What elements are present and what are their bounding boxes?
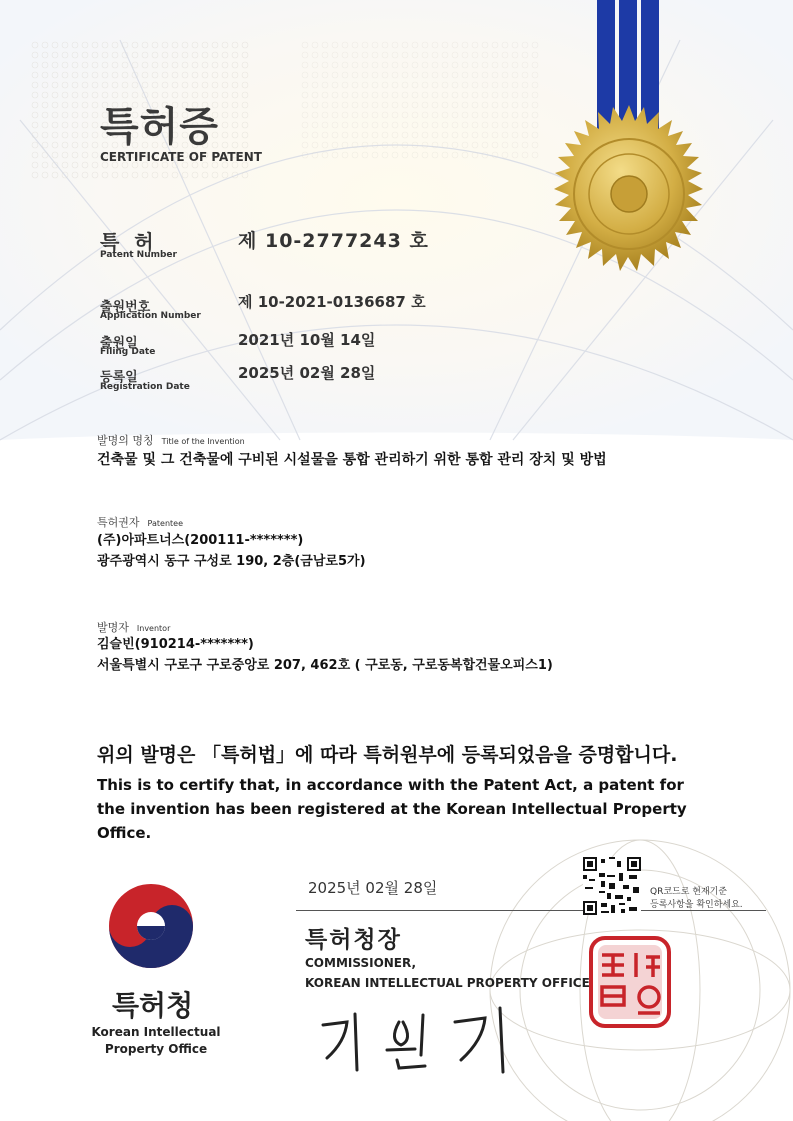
qr-note [650, 886, 743, 912]
office-name-ko: 특허청 [112, 989, 194, 1022]
inventor-label-ko: 발명자 [97, 621, 129, 634]
filing-date-label: 출원일 [100, 336, 138, 351]
commissioner-title-en-line1: COMMISSIONER, [305, 956, 417, 970]
patentee-address: 광주광역시 동구 구성로 190, 2층(금남로5가) [97, 554, 366, 569]
commissioner-title: 특허청장 [305, 927, 402, 953]
inventor-name: 김슬빈(910214-*******) [97, 637, 254, 652]
inventor-address: 서울특별시 구로구 구로중앙로 207, 462호 ( 구로동, 구로동복합건물오피스1) [97, 658, 553, 673]
gold-seal [540, 105, 718, 283]
handwritten-signature [315, 1000, 515, 1075]
invention-title: 건축물 및 그 건축물에 구비된 시설물을 통합 관리하기 위한 통합 관리 장치 및 방법 [97, 452, 607, 468]
patentee-label-ko: 특허권자 [97, 516, 140, 529]
registration-date-value: 2025년 02월 28일 [238, 364, 376, 382]
commissioner-title-en [305, 953, 590, 993]
filing-date-value: 2021년 10월 14일 [238, 331, 376, 349]
office-name-en [86, 1024, 226, 1058]
invention-title-label-ko: 발명의 명칭 [97, 434, 154, 447]
certification-statement-ko: 위의 발명은 「특허법」에 따라 특허원부에 등록되었음을 증명합니다. [97, 744, 678, 766]
office-name-en-line1: Korean Intellectual [91, 1025, 221, 1039]
application-number-label: 출원번호 [100, 300, 151, 315]
qr-code[interactable] [583, 857, 641, 915]
application-number-value: 제 10-2021-0136687 호 [238, 293, 426, 311]
patent-number-value: 제 10-2777243 호 [238, 230, 429, 252]
kipo-logo [105, 880, 197, 972]
patentee-label-en: Patentee [147, 519, 183, 528]
registration-date-label-en: Registration Date [100, 382, 190, 392]
certification-statement-en: This is to certify that, in accordance with the Patent Act, a patent for the invention has been registered at the Korean Intellectual Property Office. [97, 776, 687, 842]
patent-number-label: 특 허 [100, 230, 158, 254]
application-number-label-en: Application Number [100, 311, 201, 321]
qr-note-line1: QR코드로 현재기준 [650, 887, 728, 897]
invention-title-label [97, 432, 245, 448]
patent-number-label-en: Patent Number [100, 250, 177, 260]
patentee-name: (주)아파트너스(200111-*******) [97, 533, 304, 548]
registration-date-label: 등록일 [100, 370, 138, 385]
issue-date: 2025년 02월 28일 [308, 879, 438, 897]
invention-title-label-en: Title of the Invention [161, 437, 245, 446]
office-name-en-line2: Property Office [104, 1042, 208, 1056]
patentee-label [97, 514, 183, 530]
certificate-title-en: CERTIFICATE OF PATENT [100, 150, 262, 164]
official-red-stamp [588, 935, 672, 1029]
certificate-title: 특허증 [100, 104, 219, 150]
commissioner-title-en-line2: KOREAN INTELLECTUAL PROPERTY OFFICE [305, 976, 590, 990]
qr-note-line2: 등록사항을 확인하세요. [650, 900, 743, 910]
inventor-label [97, 619, 170, 635]
inventor-label-en: Inventor [136, 624, 171, 633]
filing-date-label-en: Filing Date [100, 347, 156, 357]
